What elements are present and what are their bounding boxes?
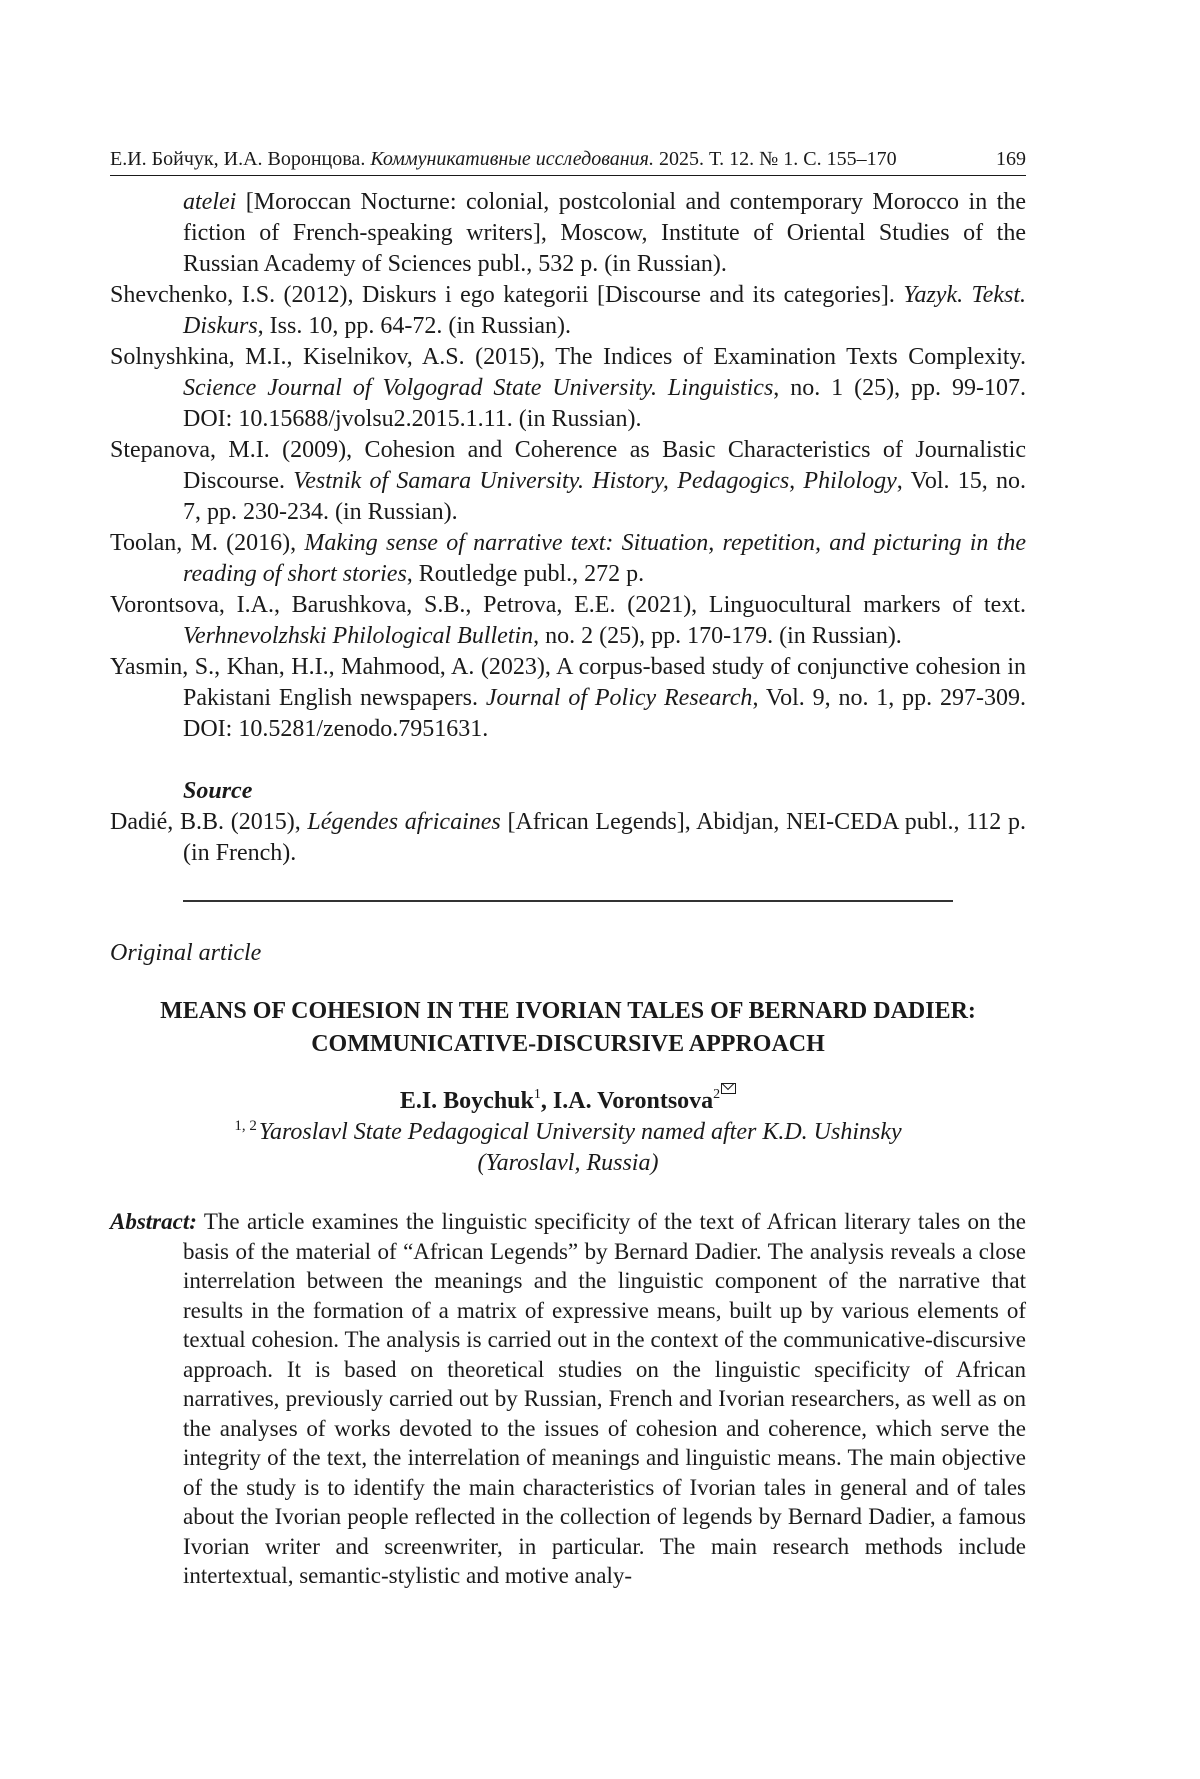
reference-title: atelei	[183, 189, 237, 215]
reference-text: Yasmin, S., Khan, H.I., Mahmood, A. (2023), A corpus-based study of conjunctive cohesion in Pakistani English newspapers.	[110, 654, 1026, 711]
affiliation-marks: 1, 2	[234, 1118, 257, 1134]
author-separator: ,	[540, 1088, 553, 1114]
reference-details: , Vol. 15, no. 7, pp. 230-234. (in Russian).	[183, 468, 1027, 525]
affiliation	[110, 1117, 1026, 1179]
envelope-icon	[721, 1083, 736, 1094]
section-divider	[183, 900, 953, 902]
article-title-line: COMMUNICATIVE-DISCURSIVE APPROACH	[311, 1031, 825, 1057]
reference-text: Stepanova, M.I. (2009), Cohesion and Coherence as Basic Characteristics of Journalistic Discourse.	[110, 437, 1026, 494]
reference-item	[110, 435, 1026, 528]
reference-item	[110, 528, 1026, 590]
reference-source: Vestnik of Samara University. History, Pedagogics, Philology	[293, 468, 897, 494]
source-item	[110, 807, 1026, 869]
reference-item	[110, 342, 1026, 435]
article-title	[110, 995, 1026, 1061]
affiliation-name: Yaroslavl State Pedagogical University named after K.D. Ushinsky	[258, 1119, 902, 1145]
running-header	[110, 147, 1026, 171]
reference-text: Shevchenko, I.S. (2012), Diskurs i ego kategorii [Discourse and its categories].	[110, 282, 904, 308]
reference-source: Yazyk. Tekst. Diskurs	[183, 282, 1026, 339]
page-body	[110, 187, 1026, 1591]
reference-details: , no. 2 (25), pp. 170-179. (in Russian).	[533, 623, 902, 649]
author-affiliation-mark: 2	[713, 1087, 721, 1102]
reference-details: , Iss. 10, pp. 64-72. (in Russian).	[257, 313, 571, 339]
reference-item	[110, 280, 1026, 342]
author-affiliation-mark: 1	[533, 1087, 541, 1102]
reference-details: , Routledge publ., 272 p.	[406, 561, 645, 587]
reference-text: [Moroccan Nocturne: colonial, postcolonial and contemporary Morocco in the fiction of French-speaking writers], Moscow, Institute of Oriental Studies of the Russian Academy of Sciences publ., 532 p. (in Russian).	[183, 189, 1026, 277]
reference-details: [African Legends], Abidjan, NEI-CEDA publ., 112 p. (in French).	[183, 809, 1026, 866]
header-issue: 2025. Т. 12. № 1. С. 155–170	[658, 148, 897, 170]
reference-text: Toolan, M. (2016),	[110, 530, 305, 556]
reference-source: Légendes africaines	[307, 809, 501, 835]
reference-details: , no. 1 (25), pp. 99-107. DOI: 10.15688/jvolsu2.2015.1.11. (in Russian).	[183, 375, 1026, 432]
author-list	[110, 1083, 1026, 1117]
reference-source: Making sense of narrative text: Situation, repetition, and picturing in the reading of short stories	[183, 530, 1026, 587]
abstract-text: The article examines the linguistic specificity of the text of African literary tales on the basis of the material of “African Legends” by Bernard Dadier. The analysis reveals a close interrelation between the meanings and the linguistic component of the narrative that results in the formation of a matrix of expressive means, built up by various elements of textual cohesion. The analysis is carried out in the context of the communicative-discursive approach. It is based on theoretical studies on the linguistic specificity of African narratives, previously carried out by Russian, French and Ivorian researchers, as well as on the analyses of works devoted to the issues of cohesion and coherence, which serve the integrity of the text, the interrelation of meanings and linguistic means. The main objective of the study is to identify the main characteristics of Ivorian tales in general and of tales about the Ivorian people reflected in the collection of legends by Bernard Dadier, a famous Ivorian writer and screenwriter, in particular. The main research methods include intertextual, semantic-stylistic and motive analy-	[183, 1209, 1026, 1588]
author-name: I.A. Vorontsova	[552, 1088, 714, 1114]
header-authors: Е.И. Бойчук, И.А. Воронцова.	[110, 148, 366, 170]
header-rule	[110, 175, 1026, 176]
reference-item	[110, 590, 1026, 652]
reference-continued	[110, 187, 1026, 280]
reference-text: Vorontsova, I.A., Barushkova, S.B., Petrova, E.E. (2021), Linguocultural markers of text.	[110, 592, 1026, 618]
header-journal: Коммуникативные исследования.	[370, 148, 654, 170]
reference-source: Journal of Policy Research	[485, 685, 753, 711]
source-heading: Source	[183, 778, 253, 804]
reference-details: , Vol. 9, no. 1, pp. 297-309. DOI: 10.5281/zenodo.7951631.	[183, 685, 1026, 742]
reference-text: Dadié, B.B. (2015),	[110, 809, 308, 835]
author-name: E.I. Boychuk	[399, 1088, 534, 1114]
abstract	[110, 1207, 1026, 1591]
article-title-line: MEANS OF COHESION IN THE IVORIAN TALES OF BERNARD DADIER:	[160, 998, 976, 1024]
abstract-label: Abstract:	[110, 1209, 197, 1234]
reference-source: Science Journal of Volgograd State University. Linguistics	[183, 375, 774, 401]
reference-text: Solnyshkina, M.I., Kiselnikov, A.S. (2015), The Indices of Examination Texts Complexity.	[110, 344, 1026, 370]
page-number: 169	[996, 148, 1026, 170]
reference-item	[110, 652, 1026, 745]
article-type: Original article	[110, 940, 262, 966]
affiliation-location: (Yaroslavl, Russia)	[477, 1150, 659, 1176]
reference-source: Verhnevolzhski Philological Bulletin	[183, 623, 534, 649]
